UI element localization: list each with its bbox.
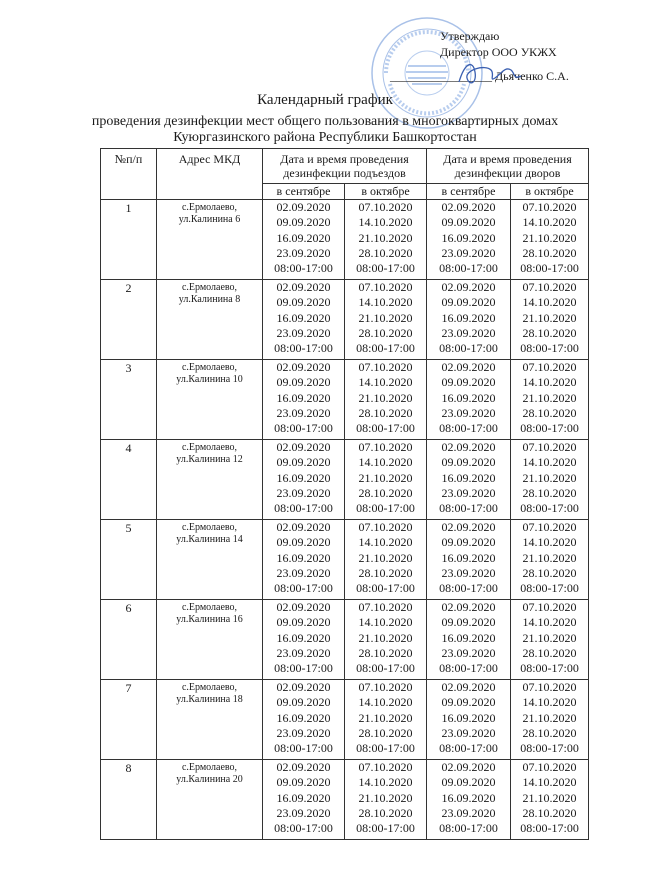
date-entry: 28.10.2020 [522,805,577,820]
date-entry: 02.09.2020 [276,760,331,774]
entrances-sep-dates [263,280,345,360]
date-entry: 07.10.2020 [522,520,577,534]
yards-sep-dates [427,280,511,360]
date-entry: 21.10.2020 [522,390,577,405]
date-entry: 14.10.2020 [522,535,577,550]
entrances-sep-dates [263,360,345,440]
row-number: 1 [101,200,157,280]
date-entry: 08:00-17:00 [274,741,333,756]
date-entry: 07.10.2020 [358,200,413,214]
date-entry: 28.10.2020 [522,405,577,420]
date-entry: 08:00-17:00 [356,661,415,676]
date-entry: 07.10.2020 [358,280,413,294]
date-entry: 23.09.2020 [441,645,496,660]
table-row [101,760,589,840]
date-entry: 08:00-17:00 [439,661,498,676]
approval-position: Директор ООО УКЖХ [440,45,557,59]
date-entry: 23.09.2020 [441,245,496,260]
date-entry: 21.10.2020 [358,230,413,245]
subtitle-line-1: проведения дезинфекции мест общего пользования в многоквартирных домах [91,114,559,129]
entrances-oct-dates [345,280,427,360]
row-address [157,680,263,760]
row-number: 8 [101,760,157,840]
date-entry: 02.09.2020 [276,440,331,454]
date-entry: 08:00-17:00 [520,501,579,516]
yards-oct-dates [511,440,589,520]
date-entry: 16.09.2020 [441,470,496,485]
yards-sep-dates [427,360,511,440]
date-entry: 08:00-17:00 [520,581,579,596]
date-entry: 02.09.2020 [441,520,496,534]
date-entry: 02.09.2020 [276,680,331,694]
date-entry: 16.09.2020 [441,790,496,805]
date-entry: 28.10.2020 [358,245,413,260]
header-yards-sep: в сентябре [427,184,511,200]
address-line: с.Ермолаево, [181,522,238,533]
date-entry: 07.10.2020 [358,360,413,374]
date-entry: 09.09.2020 [276,455,331,470]
date-entry: 08:00-17:00 [356,501,415,516]
date-entry: 02.09.2020 [276,520,331,534]
address-line: ул.Калинина 16 [176,614,243,625]
date-entry: 09.09.2020 [441,295,496,310]
date-entry: 23.09.2020 [276,485,331,500]
entrances-oct-dates [345,200,427,280]
entrances-oct-dates [345,520,427,600]
date-entry: 21.10.2020 [358,390,413,405]
date-entry: 14.10.2020 [358,695,413,710]
subtitle-line-2: Куюргазинского района Республики Башкортостан [173,130,477,145]
date-entry: 08:00-17:00 [439,341,498,356]
date-entry: 21.10.2020 [522,230,577,245]
date-entry: 08:00-17:00 [356,261,415,276]
address-line: ул.Калинина 10 [176,374,243,385]
date-entry: 16.09.2020 [276,390,331,405]
yards-oct-dates [511,280,589,360]
date-entry: 08:00-17:00 [274,821,333,836]
yards-sep-dates [427,200,511,280]
date-entry: 02.09.2020 [441,680,496,694]
date-entry: 09.09.2020 [441,375,496,390]
date-entry: 07.10.2020 [522,440,577,454]
header-address: Адрес МКД [157,149,263,200]
row-address [157,600,263,680]
date-entry: 28.10.2020 [522,485,577,500]
date-entry: 14.10.2020 [522,375,577,390]
yards-sep-dates [427,520,511,600]
date-entry: 14.10.2020 [358,775,413,790]
date-entry: 28.10.2020 [522,245,577,260]
address-line: ул.Калинина 12 [176,454,243,465]
table-row [101,200,589,280]
entrances-oct-dates [345,440,427,520]
date-entry: 08:00-17:00 [439,821,498,836]
date-entry: 02.09.2020 [276,360,331,374]
entrances-oct-dates [345,680,427,760]
date-entry: 16.09.2020 [276,470,331,485]
address-line: с.Ермолаево, [181,362,238,373]
header-num: №п/п [101,149,157,200]
date-entry: 07.10.2020 [522,600,577,614]
date-entry: 02.09.2020 [276,600,331,614]
date-entry: 23.09.2020 [276,725,331,740]
date-entry: 02.09.2020 [441,440,496,454]
date-entry: 07.10.2020 [522,760,577,774]
date-entry: 21.10.2020 [358,550,413,565]
document-subtitle [0,114,650,146]
date-entry: 14.10.2020 [522,215,577,230]
date-entry: 21.10.2020 [358,470,413,485]
table-row [101,280,589,360]
header-yards: Дата и время проведения дезинфекции дворов [427,149,589,184]
date-entry: 23.09.2020 [276,405,331,420]
date-entry: 08:00-17:00 [439,501,498,516]
date-entry: 09.09.2020 [441,775,496,790]
handwritten-signature [455,56,525,90]
yards-sep-dates [427,600,511,680]
date-entry: 08:00-17:00 [520,661,579,676]
date-entry: 09.09.2020 [276,215,331,230]
table-row [101,680,589,760]
date-entry: 16.09.2020 [441,550,496,565]
date-entry: 08:00-17:00 [439,261,498,276]
date-entry: 02.09.2020 [441,280,496,294]
entrances-sep-dates [263,680,345,760]
date-entry: 09.09.2020 [276,695,331,710]
date-entry: 07.10.2020 [522,360,577,374]
entrances-sep-dates [263,760,345,840]
date-entry: 21.10.2020 [522,470,577,485]
table-row [101,440,589,520]
yards-oct-dates [511,600,589,680]
date-entry: 14.10.2020 [522,455,577,470]
date-entry: 07.10.2020 [358,760,413,774]
header-entrances-sep: в сентябре [263,184,345,200]
row-number: 3 [101,360,157,440]
date-entry: 09.09.2020 [276,535,331,550]
row-address [157,280,263,360]
date-entry: 16.09.2020 [276,710,331,725]
date-entry: 08:00-17:00 [520,741,579,756]
row-number: 5 [101,520,157,600]
date-entry: 23.09.2020 [441,325,496,340]
date-entry: 02.09.2020 [441,600,496,614]
date-entry: 23.09.2020 [441,485,496,500]
date-entry: 08:00-17:00 [274,581,333,596]
date-entry: 08:00-17:00 [274,421,333,436]
entrances-oct-dates [345,360,427,440]
date-entry: 14.10.2020 [522,775,577,790]
date-entry: 16.09.2020 [276,630,331,645]
date-entry: 23.09.2020 [441,725,496,740]
entrances-sep-dates [263,600,345,680]
date-entry: 08:00-17:00 [356,581,415,596]
date-entry: 14.10.2020 [358,375,413,390]
row-number: 4 [101,440,157,520]
date-entry: 08:00-17:00 [274,661,333,676]
yards-oct-dates [511,200,589,280]
address-line: ул.Калинина 14 [176,534,243,545]
entrances-sep-dates [263,200,345,280]
date-entry: 23.09.2020 [276,245,331,260]
date-entry: 14.10.2020 [522,695,577,710]
date-entry: 23.09.2020 [441,805,496,820]
date-entry: 21.10.2020 [522,310,577,325]
date-entry: 08:00-17:00 [274,341,333,356]
date-entry: 09.09.2020 [441,615,496,630]
date-entry: 16.09.2020 [441,630,496,645]
date-entry: 02.09.2020 [276,200,331,214]
entrances-sep-dates [263,440,345,520]
date-entry: 14.10.2020 [522,295,577,310]
row-address [157,440,263,520]
date-entry: 08:00-17:00 [439,741,498,756]
date-entry: 21.10.2020 [522,630,577,645]
yards-oct-dates [511,680,589,760]
date-entry: 09.09.2020 [441,695,496,710]
date-entry: 21.10.2020 [358,790,413,805]
date-entry: 08:00-17:00 [356,421,415,436]
yards-sep-dates [427,760,511,840]
row-number: 7 [101,680,157,760]
date-entry: 23.09.2020 [276,565,331,580]
date-entry: 28.10.2020 [358,405,413,420]
address-line: с.Ермолаево, [181,442,238,453]
date-entry: 09.09.2020 [441,455,496,470]
yards-oct-dates [511,360,589,440]
address-line: с.Ермолаево, [181,602,238,613]
table-row [101,360,589,440]
date-entry: 07.10.2020 [358,520,413,534]
date-entry: 16.09.2020 [441,390,496,405]
header-yards-oct: в октябре [511,184,589,200]
schedule-table [100,148,589,840]
date-entry: 28.10.2020 [522,725,577,740]
date-entry: 02.09.2020 [441,760,496,774]
row-number: 2 [101,280,157,360]
date-entry: 16.09.2020 [441,310,496,325]
date-entry: 28.10.2020 [358,565,413,580]
date-entry: 08:00-17:00 [274,261,333,276]
table-row [101,600,589,680]
date-entry: 09.09.2020 [441,535,496,550]
address-line: ул.Калинина 20 [176,774,243,785]
date-entry: 28.10.2020 [522,565,577,580]
date-entry: 08:00-17:00 [520,821,579,836]
date-entry: 21.10.2020 [358,710,413,725]
date-entry: 28.10.2020 [358,725,413,740]
document-title: Календарный график [257,92,393,108]
address-line: с.Ермолаево, [181,682,238,693]
date-entry: 16.09.2020 [441,230,496,245]
address-line: ул.Калинина 6 [178,214,241,225]
row-number: 6 [101,600,157,680]
date-entry: 09.09.2020 [276,295,331,310]
date-entry: 08:00-17:00 [439,421,498,436]
date-entry: 08:00-17:00 [520,261,579,276]
date-entry: 08:00-17:00 [520,341,579,356]
date-entry: 07.10.2020 [358,440,413,454]
date-entry: 28.10.2020 [522,645,577,660]
date-entry: 21.10.2020 [522,550,577,565]
date-entry: 14.10.2020 [358,295,413,310]
date-entry: 23.09.2020 [441,405,496,420]
date-entry: 07.10.2020 [522,680,577,694]
address-line: с.Ермолаево, [181,762,238,773]
date-entry: 14.10.2020 [358,535,413,550]
date-entry: 16.09.2020 [276,230,331,245]
yards-sep-dates [427,680,511,760]
header-entrances: Дата и время проведения дезинфекции подъездов [263,149,427,184]
address-line: с.Ермолаево, [181,202,238,213]
address-line: с.Ермолаево, [181,282,238,293]
date-entry: 07.10.2020 [358,680,413,694]
date-entry: 07.10.2020 [522,200,577,214]
row-address [157,760,263,840]
date-entry: 02.09.2020 [276,280,331,294]
row-address [157,200,263,280]
date-entry: 08:00-17:00 [356,821,415,836]
row-address [157,360,263,440]
date-entry: 21.10.2020 [522,710,577,725]
approval-signature-line: _________________ Дьяченко С.А. [390,69,569,83]
date-entry: 28.10.2020 [358,645,413,660]
date-entry: 16.09.2020 [276,550,331,565]
yards-oct-dates [511,760,589,840]
date-entry: 28.10.2020 [358,325,413,340]
date-entry: 14.10.2020 [358,455,413,470]
yards-oct-dates [511,520,589,600]
date-entry: 21.10.2020 [358,310,413,325]
date-entry: 09.09.2020 [276,615,331,630]
date-entry: 21.10.2020 [522,790,577,805]
date-entry: 09.09.2020 [276,375,331,390]
date-entry: 08:00-17:00 [274,501,333,516]
address-line: ул.Калинина 8 [178,294,241,305]
date-entry: 08:00-17:00 [356,341,415,356]
date-entry: 16.09.2020 [441,710,496,725]
entrances-sep-dates [263,520,345,600]
date-entry: 09.09.2020 [276,775,331,790]
date-entry: 23.09.2020 [276,805,331,820]
address-line: ул.Калинина 18 [176,694,243,705]
date-entry: 08:00-17:00 [520,421,579,436]
date-entry: 07.10.2020 [358,600,413,614]
date-entry: 28.10.2020 [358,805,413,820]
date-entry: 21.10.2020 [358,630,413,645]
date-entry: 14.10.2020 [358,215,413,230]
entrances-oct-dates [345,600,427,680]
date-entry: 16.09.2020 [276,790,331,805]
row-address [157,520,263,600]
approval-label: Утверждаю [440,29,500,43]
date-entry: 23.09.2020 [276,325,331,340]
date-entry: 23.09.2020 [276,645,331,660]
date-entry: 02.09.2020 [441,360,496,374]
date-entry: 08:00-17:00 [356,741,415,756]
table-row [101,520,589,600]
date-entry: 09.09.2020 [441,215,496,230]
date-entry: 14.10.2020 [522,615,577,630]
header-entrances-oct: в октябре [345,184,427,200]
date-entry: 23.09.2020 [441,565,496,580]
yards-sep-dates [427,440,511,520]
entrances-oct-dates [345,760,427,840]
date-entry: 02.09.2020 [441,200,496,214]
date-entry: 07.10.2020 [522,280,577,294]
date-entry: 28.10.2020 [358,485,413,500]
date-entry: 08:00-17:00 [439,581,498,596]
date-entry: 28.10.2020 [522,325,577,340]
date-entry: 16.09.2020 [276,310,331,325]
date-entry: 14.10.2020 [358,615,413,630]
